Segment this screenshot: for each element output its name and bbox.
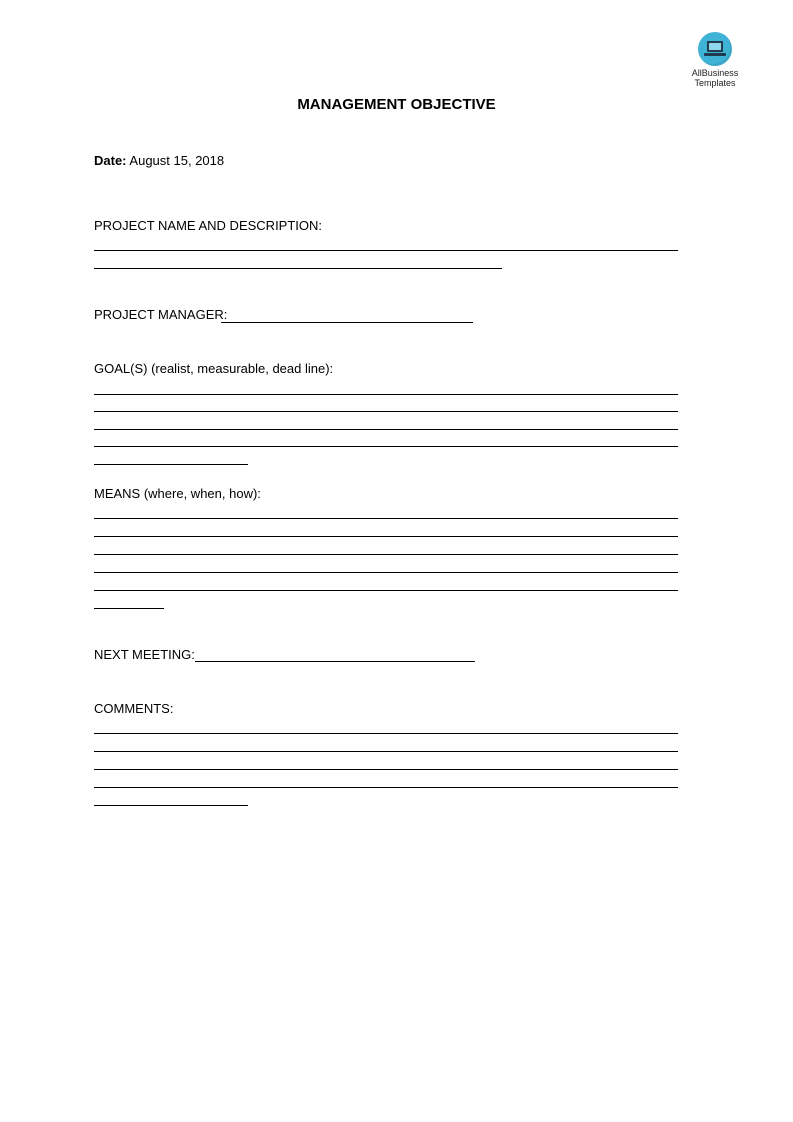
project-name-line-2[interactable] — [94, 268, 502, 269]
laptop-icon — [698, 32, 732, 66]
date-label: Date: — [94, 153, 127, 168]
goals-line-1[interactable] — [94, 394, 678, 395]
date-value: August 15, 2018 — [129, 153, 225, 168]
goals-label: GOAL(S) (realist, measurable, dead line): — [94, 361, 334, 376]
next-meeting-label: NEXT MEETING: — [94, 647, 195, 662]
comments-line-1[interactable] — [94, 733, 678, 734]
comments-label: COMMENTS: — [94, 701, 174, 716]
goals-line-4[interactable] — [94, 446, 678, 447]
comments-line-2[interactable] — [94, 751, 678, 752]
means-line-1[interactable] — [94, 518, 678, 519]
logo-text-line2: Templates — [694, 78, 736, 88]
comments-line-3[interactable] — [94, 769, 678, 770]
comments-line-4[interactable] — [94, 787, 678, 788]
goals-line-2[interactable] — [94, 411, 678, 412]
means-line-5[interactable] — [94, 590, 678, 591]
project-name-line-1[interactable] — [94, 250, 678, 251]
project-name-label: PROJECT NAME AND DESCRIPTION: — [94, 218, 323, 233]
means-label: MEANS (where, when, how): — [94, 486, 261, 501]
goals-line-5[interactable] — [94, 464, 248, 465]
means-line-6[interactable] — [94, 608, 164, 609]
project-manager-line[interactable] — [221, 322, 473, 323]
allbusiness-logo — [686, 32, 744, 88]
project-manager-label: PROJECT MANAGER: — [94, 307, 228, 322]
comments-line-5[interactable] — [94, 805, 248, 806]
goals-line-3[interactable] — [94, 429, 678, 430]
next-meeting-line[interactable] — [195, 661, 475, 662]
date-row — [94, 153, 224, 168]
means-line-3[interactable] — [94, 554, 678, 555]
document-title: MANAGEMENT OBJECTIVE — [297, 96, 496, 113]
means-line-2[interactable] — [94, 536, 678, 537]
means-line-4[interactable] — [94, 572, 678, 573]
logo-text-line1: AllBusiness — [691, 68, 739, 78]
